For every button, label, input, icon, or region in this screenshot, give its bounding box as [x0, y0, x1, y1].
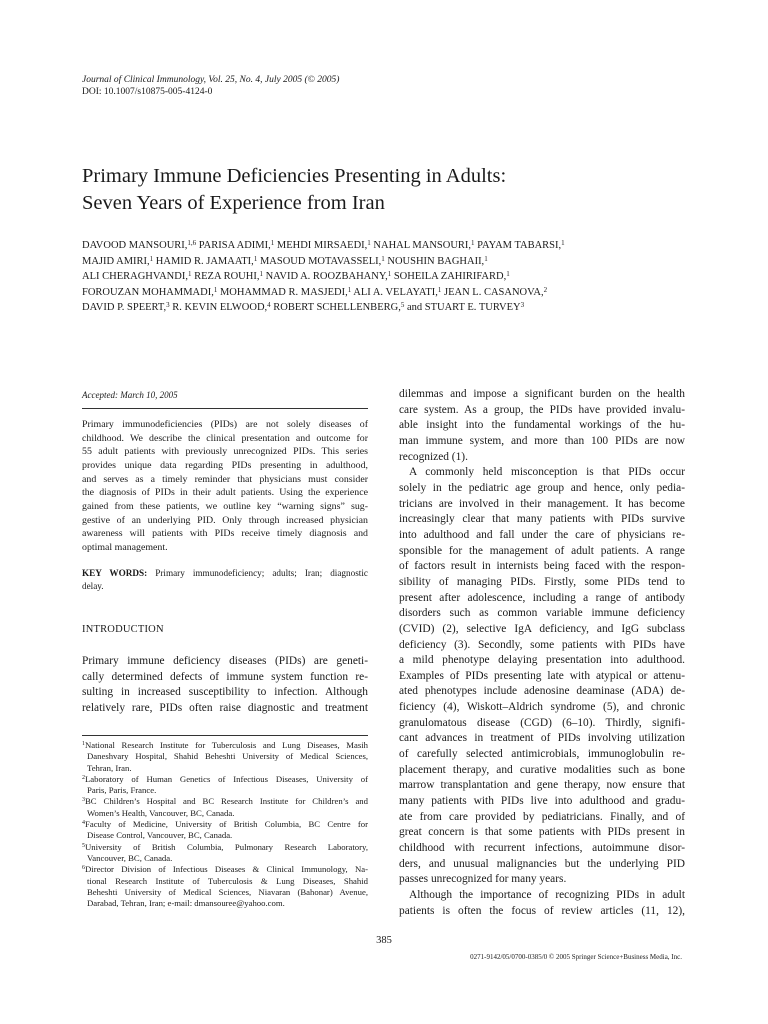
title-line: Seven Years of Experience from Iran — [82, 192, 385, 214]
paragraph-line: of factors result in internists being faced with the respon- — [399, 560, 685, 573]
paragraph-line: sponsible for the management of adult patients. A range — [399, 544, 685, 557]
footnote-line — [82, 796, 368, 807]
footnote-line — [82, 842, 368, 853]
footnote-text: National Research Institute for Tuberculosis and Lung Diseases, Masih — [85, 740, 368, 750]
keywords — [82, 567, 368, 592]
paragraph-line: care system. As a group, the PIDs have provided invalu- — [399, 403, 685, 416]
author-affiliation-mark: 2 — [543, 285, 548, 294]
paragraph-line: man immune system, and more than 100 PIDs are now — [399, 434, 685, 447]
author-line — [82, 254, 692, 270]
article-title — [82, 163, 702, 217]
author-name: PAYAM TABARSI, — [474, 240, 562, 251]
abstract-line: gestive of an underlying PID. Only through increased physician — [82, 514, 368, 526]
author-name: FOROUZAN MOHAMMADI, — [82, 286, 214, 298]
footnote-mark: 4 — [82, 820, 85, 827]
abstract-line: Primary immunodeficiencies (PIDs) are not solely diseases of — [82, 419, 368, 430]
author-affiliation-mark: 5 — [400, 301, 405, 310]
abstract-top-rule — [82, 408, 368, 409]
author-name: HAMID R. JAMAATI, — [153, 255, 254, 267]
paragraph-line: tricians are involved in their management. It has become — [399, 497, 685, 510]
author-affiliation-mark: 1 — [484, 254, 488, 263]
author-name: MASOUD MOTAVASSELI, — [257, 255, 382, 267]
footnote-mark: 6 — [82, 865, 85, 872]
footnote-rule — [82, 735, 368, 736]
accepted-date: Accepted: March 10, 2005 — [82, 390, 178, 400]
author-name: ROBERT SCHELLENBERG, — [270, 302, 401, 314]
paragraph-line: great concern is that some patients with PIDs present in — [399, 826, 685, 839]
section-heading-introduction: INTRODUCTION — [82, 624, 164, 635]
paragraph-line: ate from care provided by pediatricians. Finally, and of — [399, 810, 685, 823]
abstract-line: and serves as a timely reminder that physicians must consider — [82, 473, 368, 485]
author-name: ALI CHERAGHVANDI, — [82, 271, 188, 283]
author-affiliation-mark: 3 — [520, 301, 525, 310]
paragraph-line: A commonly held misconception is that PIDs occur — [409, 466, 685, 479]
abstract — [82, 418, 368, 555]
author-line — [82, 238, 692, 254]
author-name: R. KEVIN ELWOOD, — [169, 302, 268, 314]
footnote-text: Director Division of Infectious Diseases & Clinical Immunology, Na- — [85, 864, 368, 875]
author-name: NOUSHIN BAGHAII, — [384, 255, 485, 267]
paragraph-line: solely in the pediatric age group and hence, only pedia- — [399, 481, 685, 494]
author-affiliation-mark: 1 — [387, 270, 392, 279]
keywords-text-cont: delay. — [82, 580, 104, 591]
author-name: NAHAL MANSOURI, — [370, 240, 472, 251]
footnote-text: Disease Control, Vancouver, BC, Canada. — [87, 830, 233, 841]
footnote-mark: 2 — [82, 774, 85, 781]
author-affiliation-mark: 1 — [471, 239, 475, 247]
author-name: MOHAMMAD R. MASJEDI, — [217, 286, 348, 298]
author-affiliation-mark: 1 — [437, 285, 442, 294]
footnote-text: Vancouver, BC, Canada. — [87, 852, 173, 863]
paragraph-line: into adulthood and fall under the care of physicians re- — [399, 528, 685, 541]
footnote-text: Faculty of Medicine, University of British Columbia, BC Centre for — [85, 819, 368, 830]
journal-header — [82, 74, 482, 98]
author-affiliation-mark: 1 — [187, 270, 192, 279]
footnote-text: Daneshvary Hospital, Shahid Beheshti University of Medical Sciences, — [87, 751, 368, 762]
paragraph-line: cant advances in treatment of PIDs involving utilization — [399, 732, 685, 745]
author-line — [82, 300, 692, 316]
footnote-text: Laboratory of Human Genetics of Infectious Diseases, University of — [85, 773, 368, 784]
author-name: ALI A. VELAYATI, — [351, 286, 438, 298]
paragraph-line: placement therapy, and curative modalities such as bone — [399, 763, 685, 776]
footnote-line — [82, 819, 368, 830]
footnote-line — [82, 763, 368, 774]
paragraph-line: passes unrecognized for many years. — [399, 873, 567, 886]
paragraph-line: childhood with recurrent infections, autoimmune disor- — [399, 842, 685, 855]
author-affiliation-mark: 1 — [367, 239, 371, 247]
title-line: Primary Immune Deficiencies Presenting in Adults: — [82, 165, 507, 187]
author-line — [82, 269, 692, 285]
right-column-text — [399, 387, 685, 919]
paragraph-line: (CVID) (2), selective IgA deficiency, and IgG subclass — [399, 622, 685, 635]
keywords-label: KEY WORDS: — [82, 568, 148, 578]
paragraph-line: many patients with PIDs live into adulthood and gradu- — [399, 795, 685, 808]
author-name: MEHDI MIRSAEDI, — [274, 240, 368, 251]
footnote-line — [82, 740, 368, 751]
author-affiliation-mark: 1 — [213, 285, 218, 294]
paragraph-line: ated phenotypes include adenosine deaminase (ADA) de- — [399, 685, 685, 698]
paragraph-line: Primary immune deficiency diseases (PIDs) are geneti- — [82, 655, 368, 667]
footnote-line — [82, 751, 368, 762]
author-name: and STUART E. TURVEY — [404, 302, 521, 314]
author-affiliation-mark: 1 — [347, 285, 352, 294]
abstract-line: gained from these patients, we outline key “warning signs” sug- — [82, 500, 368, 512]
paragraph-line: patients is often the focus of review articles (11, 12), — [399, 904, 685, 917]
keywords-text: Primary immunodeficiency; adults; Iran; diagnostic — [147, 568, 368, 578]
footnote-line — [82, 808, 368, 819]
doi: DOI: 10.1007/s10875-005-4124-0 — [82, 87, 213, 97]
author-name: DAVOOD MANSOURI, — [82, 240, 188, 251]
abstract-line: the diagnosis of PIDs in their adult patients. Using the experience — [82, 487, 368, 499]
paragraph-line: recognized (1). — [399, 450, 468, 463]
abstract-line: 55 adult patients with previously unrecognized PIDs. This series — [82, 446, 368, 458]
affiliation-footnotes — [82, 740, 368, 909]
paragraph-line: ficiency (4), Wiskott–Aldrich syndrome (5), and chronic — [399, 701, 685, 714]
paragraph-line: able insight into the fundamental workings of the hu- — [399, 419, 685, 432]
abstract-line: optimal management. — [82, 541, 168, 553]
paragraph-line: sibility of managing PIDs. Firstly, some PIDs tend to — [399, 575, 685, 588]
journal-citation: Journal of Clinical Immunology, Vol. 25, No. 4, July 2005 (© 2005) — [82, 75, 340, 85]
author-affiliation-mark: 4 — [267, 301, 271, 310]
footnote-line — [82, 774, 368, 785]
author-affiliation-mark: 1 — [381, 254, 385, 263]
abstract-line: awareness will patients with PIDs receive timely diagnosis and — [82, 528, 368, 540]
paragraph-line: deficiency (3). Secondly, some patients with PIDs have — [399, 638, 685, 651]
author-affiliation-mark: 1 — [506, 270, 510, 279]
paragraph-line: granulomatous disease (CGD) (6–10). Thirdly, signifi- — [399, 716, 685, 729]
author-affiliation-mark: 3 — [166, 301, 170, 310]
footnote-line — [82, 898, 368, 909]
author-affiliation-mark: 1 — [253, 254, 258, 263]
footnote-text: BC Children’s Hospital and BC Research Institute for Children’s and — [85, 796, 368, 807]
footnote-text: tional Research Institute of Tuberculosis & Lung Diseases, Shahid — [87, 875, 368, 886]
footnote-line — [82, 830, 368, 841]
author-name: NAVID A. ROOZBAHANY, — [262, 271, 388, 283]
author-affiliation-mark: 1 — [561, 239, 565, 247]
paragraph-line: cally determined defects of immune system function re- — [82, 670, 368, 683]
paragraph-line: Although the importance of recognizing PIDs in adult — [409, 889, 685, 901]
abstract-line: provides unique data regarding PIDs presenting in adulthood, — [82, 459, 368, 471]
copyright-line: 0271-9142/05/0700-0385/0 © 2005 Springer Science+Business Media, Inc. — [470, 953, 682, 961]
paragraph-line: present after adolescence, including a range of antibody — [399, 591, 685, 604]
introduction-text — [82, 654, 368, 716]
footnote-text: Beheshti University of Medical Sciences, Niavaran (Bahonar) Avenue, — [87, 886, 368, 897]
footnote-text: University of British Columbia, Pulmonary Research Laboratory, — [85, 841, 368, 852]
author-list — [82, 238, 692, 316]
paragraph-line: dilemmas and impose a significant burden on the health — [399, 388, 685, 400]
author-name: PARISA ADIMI, — [196, 240, 271, 251]
paragraph-line: marrow transplantation and gene therapy, now ensure that — [399, 779, 685, 792]
page-number: 385 — [376, 935, 392, 946]
paragraph-line: of carefully selected antimicrobials, immunoglobulin re- — [399, 748, 685, 761]
footnote-line — [82, 887, 368, 898]
footnote-text: Women’s Health, Vancouver, BC, Canada. — [87, 807, 235, 818]
paragraph-line: disorders such as common variable immune deficiency — [399, 607, 685, 620]
paragraph-line: relatively rare, PIDs often raise diagnostic and treatment — [82, 701, 368, 714]
footnote-line — [82, 864, 368, 875]
author-name: MAJID AMIRI, — [82, 255, 150, 267]
author-name: JEAN L. CASANOVA, — [441, 286, 544, 298]
footnote-line — [82, 853, 368, 864]
abstract-line: childhood. We describe the clinical presentation and outcome for — [82, 432, 368, 444]
author-affiliation-mark: 1 — [270, 239, 275, 247]
footnote-line — [82, 876, 368, 887]
paragraph-line: a mild phenotype delaying presentation into adulthood. — [399, 654, 685, 667]
paragraph-line: ders, and unusual malignancies but the underlying PID — [399, 857, 685, 870]
author-affiliation-mark: 1,6 — [187, 239, 197, 247]
author-name: SOHEILA ZAHIRIFARD, — [391, 271, 507, 283]
author-line — [82, 285, 692, 301]
footnote-mark: 5 — [82, 842, 85, 849]
footnote-line — [82, 785, 368, 796]
footnote-mark: 1 — [82, 741, 85, 747]
paragraph-line: sulting in increased susceptibility to infection. Although — [82, 686, 368, 699]
footnote-text: Tehran, Iran. — [87, 762, 132, 773]
footnote-mark: 3 — [82, 797, 85, 804]
footnote-text: Paris, Paris, France. — [87, 785, 157, 796]
paragraph-line: increasingly clear that many patients with PIDs survive — [399, 513, 685, 526]
author-name: REZA ROUHI, — [191, 271, 260, 283]
author-affiliation-mark: 1 — [149, 254, 154, 263]
author-name: DAVID P. SPEERT, — [82, 302, 167, 314]
author-affiliation-mark: 1 — [259, 270, 263, 279]
footnote-text: Darabad, Tehran, Iran; e-mail: dmansouree@yahoo.com. — [87, 898, 285, 909]
paragraph-line: Examples of PIDs presenting late with atypical or attenu- — [399, 669, 685, 682]
